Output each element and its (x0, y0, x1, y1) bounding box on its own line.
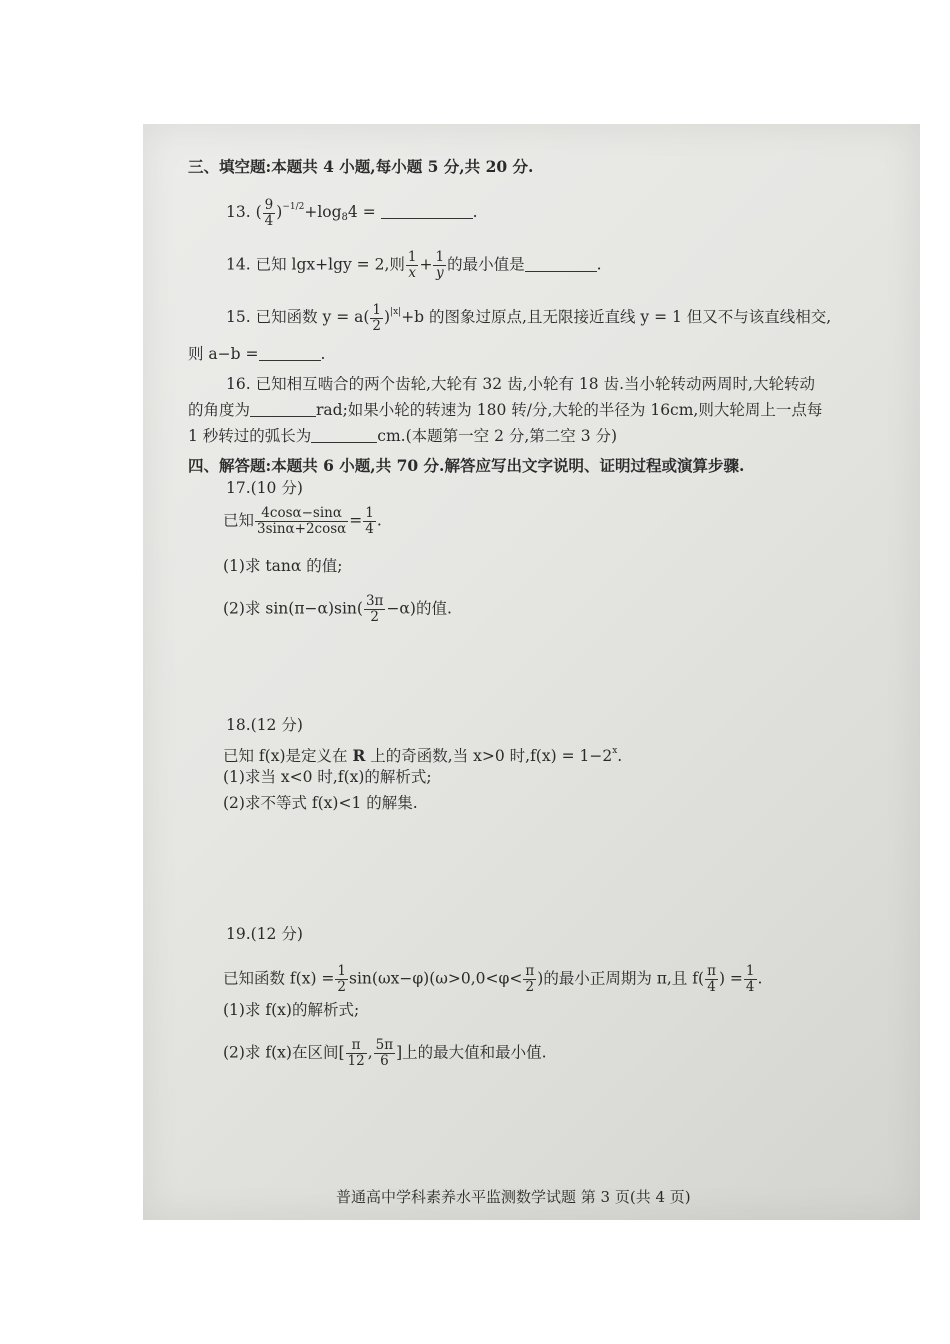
answer-blank (250, 402, 316, 417)
fraction: $\frac{1}{2}$ (372, 301, 381, 334)
question-18-heading: 18.(12 分) (226, 716, 303, 734)
page-footer: 普通高中学科素养水平监测数学试题 第 3 页(共 4 页) (336, 1188, 691, 1206)
fraction: $\frac{\pi}{4}$ (707, 963, 716, 995)
answer-blank (381, 204, 473, 219)
question-19-condition: 已知函数 f(x) = $\frac{1}{2}$ sin(ωx−φ)(ω>0,0<φ< $\frac{\pi}{2}$ )的最小正周期为 π,且 f( $\frac{\pi}{4}$ ) = $\frac{1}{4}$ . (223, 963, 763, 995)
question-15-line-2: 则 a−b = . (188, 345, 326, 363)
fraction: $\frac{\pi}{12}$ (347, 1037, 365, 1069)
section-3-title: 三、填空题:本题共 4 小题,每小题 5 分,共 20 分. (188, 157, 534, 176)
fraction: $\frac{\pi}{2}$ (525, 963, 535, 995)
question-16-line-2: 的角度为 rad;如果小轮的转速为 180 转/分,大轮的半径为 16cm,则大轮周上一点每 (188, 401, 823, 419)
question-14: 14. 已知 lgx+lgy = 2,则 $\frac{1}{x}$ + $\frac{1}{y}$ 的最小值是 . (226, 249, 602, 281)
answer-blank (259, 346, 321, 361)
question-17-heading: 17.(10 分) (226, 479, 303, 497)
question-17-condition: 已知 $\frac{4\cos\alpha-\sin\alpha}{3\sin\alpha+2\cos\alpha}$ = $\frac{1}{4}$ . (223, 505, 382, 537)
fraction: $\frac{1}{x}$ (407, 249, 417, 281)
question-18-part-2: (2)求不等式 f(x)<1 的解集. (223, 794, 418, 812)
fraction: $\frac{1}{4}$ (745, 963, 755, 995)
question-18-part-1: (1)求当 x<0 时,f(x)的解析式; (223, 768, 432, 786)
question-19-part-1: (1)求 f(x)的解析式; (223, 1001, 360, 1019)
question-18-condition: 已知 f(x)是定义在 R 上的奇函数,当 x>0 时$,f(x) = 1-2^x$. (223, 746, 623, 765)
fraction: $\frac{1}{y}$ (435, 249, 445, 281)
section-4-title: 四、解答题:本题共 6 小题,共 70 分.解答应写出文字说明、证明过程或演算步骤. (188, 456, 745, 475)
question-15: 15. 已知函数 y = a( $\frac{1}{2}$ )$^{|x|}$+b 的图象过原点,且无限接近直线 y = 1 但又不与该直线相交, (226, 301, 832, 334)
answer-blank (525, 257, 597, 272)
answer-blank (311, 428, 377, 443)
fraction: $\frac{5\pi}{6}$ (375, 1037, 394, 1069)
question-13: 13. ( $\frac{9}{4}$ )$^{-1/2}+\log_84$ = . (226, 196, 478, 229)
fraction: $\frac{1}{2}$ (337, 963, 347, 995)
question-19-heading: 19.(12 分) (226, 925, 303, 943)
question-16: 16. 已知相互啮合的两个齿轮,大轮有 32 齿,小轮有 18 齿.当小轮转动两周时,大轮转动 (226, 375, 815, 393)
fraction: $\frac{3\pi}{2}$ (365, 593, 384, 625)
question-17-part-2: (2)求 sin(π−α)sin( $\frac{3\pi}{2}$ −α)的值. (223, 593, 452, 625)
question-16-line-3: 1 秒转过的弧长为 cm.(本题第一空 2 分,第二空 3 分) (188, 427, 618, 445)
exam-page (143, 124, 920, 1220)
question-17-part-1: (1)求 tanα 的值; (223, 557, 343, 575)
question-19-part-2: (2)求 f(x)在区间[ $\frac{\pi}{12}$ , $\frac{5\pi}{6}$ ]上的最大值和最小值. (223, 1037, 547, 1069)
fraction: $\frac{1}{4}$ (365, 505, 374, 537)
fraction: $\frac{4\cos\alpha-\sin\alpha}{3\sin\alpha+2\cos\alpha}$ (257, 505, 347, 537)
fraction: $\frac{9}{4}$ (264, 196, 274, 229)
